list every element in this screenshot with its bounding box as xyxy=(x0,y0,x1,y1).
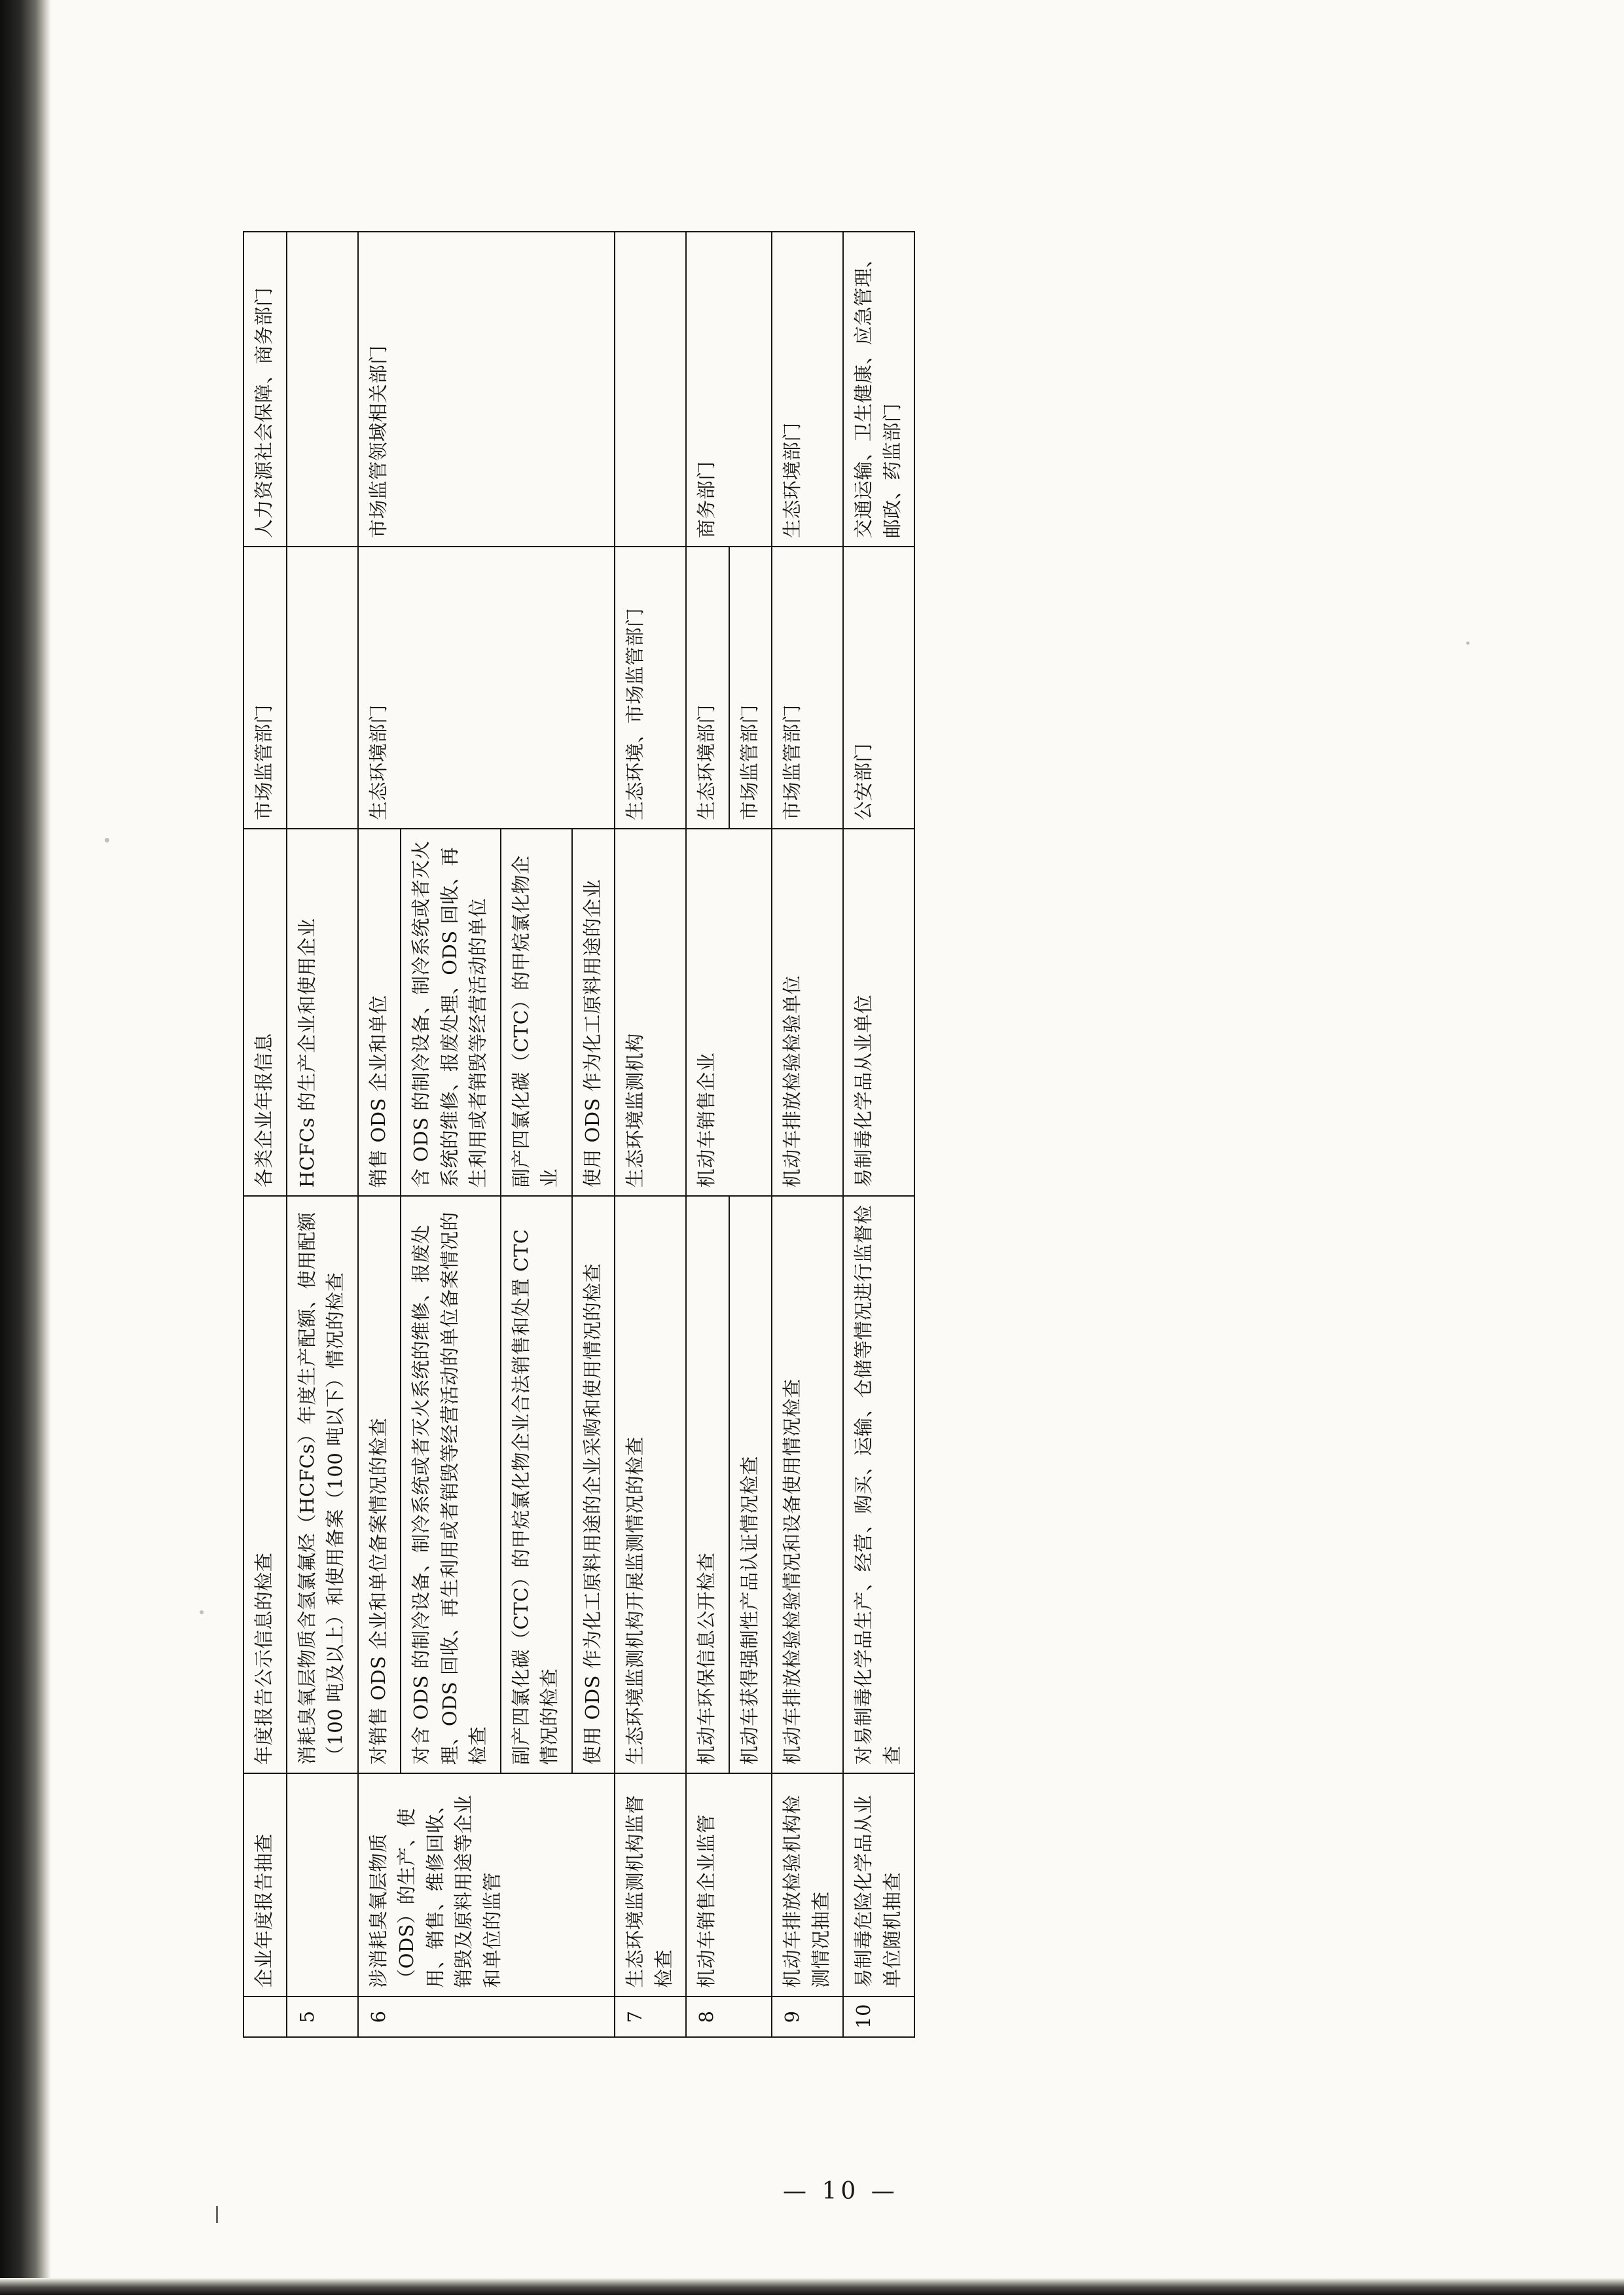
cell-annual-info: 副产四氯化碳（CTC）的甲烷氯化物企业 xyxy=(500,829,571,1196)
cell-inspection-item: 机动车环保信息公开检查 xyxy=(686,1196,729,1773)
cell-department-primary: 市场监管部门 xyxy=(244,547,287,829)
page-number: — 10 — xyxy=(783,2178,899,2205)
cell-topic: 机动车销售企业监管 xyxy=(686,1773,772,1997)
table-row xyxy=(843,232,914,2037)
cell-inspection-item: 机动车排放检验检验情况和设备使用情况检查 xyxy=(772,1196,843,1773)
cell-topic: 机动车排放检验机构检测情况抽查 xyxy=(772,1773,843,1997)
cell-row-number xyxy=(244,1997,287,2037)
cell-inspection-item: 对销售 ODS 企业和单位备案情况的检查 xyxy=(357,1196,401,1773)
cell-annual-info: 易制毒化学品从业单位 xyxy=(843,829,914,1196)
cell-row-number: 6 xyxy=(357,1997,615,2037)
cell-annual-info: 销售 ODS 企业和单位 xyxy=(357,829,401,1196)
table-row xyxy=(686,232,729,2037)
cell-inspection-item: 对含 ODS 的制冷设备、制冷系统或者灭火系统的维修、报废处理、ODS 回收、再生利用或者销毁等经营活动的单位备案情况的检查 xyxy=(401,1196,501,1773)
cell-department-secondary: 交通运输、卫生健康、应急管理、邮政、药监部门 xyxy=(843,232,914,547)
cell-topic: 涉消耗臭氧层物质（ODS）的生产、使用、销售、维修回收、销毁及原料用途等企业和单位的监管 xyxy=(357,1773,615,1997)
cell-inspection-item: 消耗臭氧层物质含氢氯氟烃（HCFCs）年度生产配额、使用配额（100 吨及以上）和使用备案（100 吨以下）情况的检查 xyxy=(286,1196,357,1773)
table-row xyxy=(244,232,287,2037)
inspection-items-table xyxy=(243,231,915,2038)
cell-topic: 易制毒危险化学品从业单位随机抽查 xyxy=(843,1773,914,1997)
cell-department-primary: 生态环境、市场监管部门 xyxy=(615,547,686,829)
cell-department-secondary: 市场监管领域相关部门 xyxy=(357,232,615,547)
cell-annual-info: 使用 ODS 作为化工原料用途的企业 xyxy=(571,829,615,1196)
cell-annual-info: 机动车排放检验检验单位 xyxy=(772,829,843,1196)
cell-row-number: 9 xyxy=(772,1997,843,2037)
cell-annual-info: 机动车销售企业 xyxy=(686,829,772,1196)
cell-topic xyxy=(286,1773,357,1997)
cell-inspection-item: 使用 ODS 作为化工原料用途的企业采购和使用情况的检查 xyxy=(571,1196,615,1773)
cell-inspection-item: 年度报告公示信息的检查 xyxy=(244,1196,287,1773)
cell-annual-info: 各类企业年报信息 xyxy=(244,829,287,1196)
cell-department-primary: 公安部门 xyxy=(843,547,914,829)
cell-row-number: 8 xyxy=(686,1997,772,2037)
cell-department-primary: 市场监管部门 xyxy=(729,547,772,829)
table-row xyxy=(357,232,401,2037)
cell-inspection-item: 副产四氯化碳（CTC）的甲烷氯化物企业合法销售和处置 CTC 情况的检查 xyxy=(500,1196,571,1773)
cell-department-primary: 市场监管部门 xyxy=(772,547,843,829)
cell-topic: 生态环境监测机构监督检查 xyxy=(615,1773,686,1997)
cell-row-number: 10 xyxy=(843,1997,914,2037)
cell-row-number: 5 xyxy=(286,1997,357,2037)
cell-inspection-item: 生态环境监测机构开展监测情况的检查 xyxy=(615,1196,686,1773)
cell-row-number: 7 xyxy=(615,1997,686,2037)
cell-topic: 企业年度报告抽查 xyxy=(244,1773,287,1997)
table-row xyxy=(615,232,686,2037)
cell-inspection-item: 对易制毒化学品生产、经营、购买、运输、仓储等情况进行监督检查 xyxy=(843,1196,914,1773)
cell-department-primary: 生态环境部门 xyxy=(686,547,729,829)
cell-department-secondary: 生态环境部门 xyxy=(772,232,843,547)
cell-department-secondary: 商务部门 xyxy=(686,232,772,547)
cell-department-secondary: 人力资源社会保障、商务部门 xyxy=(244,232,287,547)
cell-department-primary xyxy=(286,547,357,829)
cell-annual-info: 含 ODS 的制冷设备、制冷系统或者灭火系统的维修、报废处理、ODS 回收、再生利用或者销毁等经营活动的单位 xyxy=(401,829,501,1196)
cell-annual-info: 生态环境监测机构 xyxy=(615,829,686,1196)
cell-department-secondary xyxy=(615,232,686,547)
table-row xyxy=(286,232,357,2037)
cell-inspection-item: 机动车获得强制性产品认证情况检查 xyxy=(729,1196,772,1773)
cell-department-primary: 生态环境部门 xyxy=(357,547,615,829)
cell-annual-info: HCFCs 的生产企业和使用企业 xyxy=(286,829,357,1196)
table-row xyxy=(772,232,843,2037)
cell-department-secondary xyxy=(286,232,357,547)
